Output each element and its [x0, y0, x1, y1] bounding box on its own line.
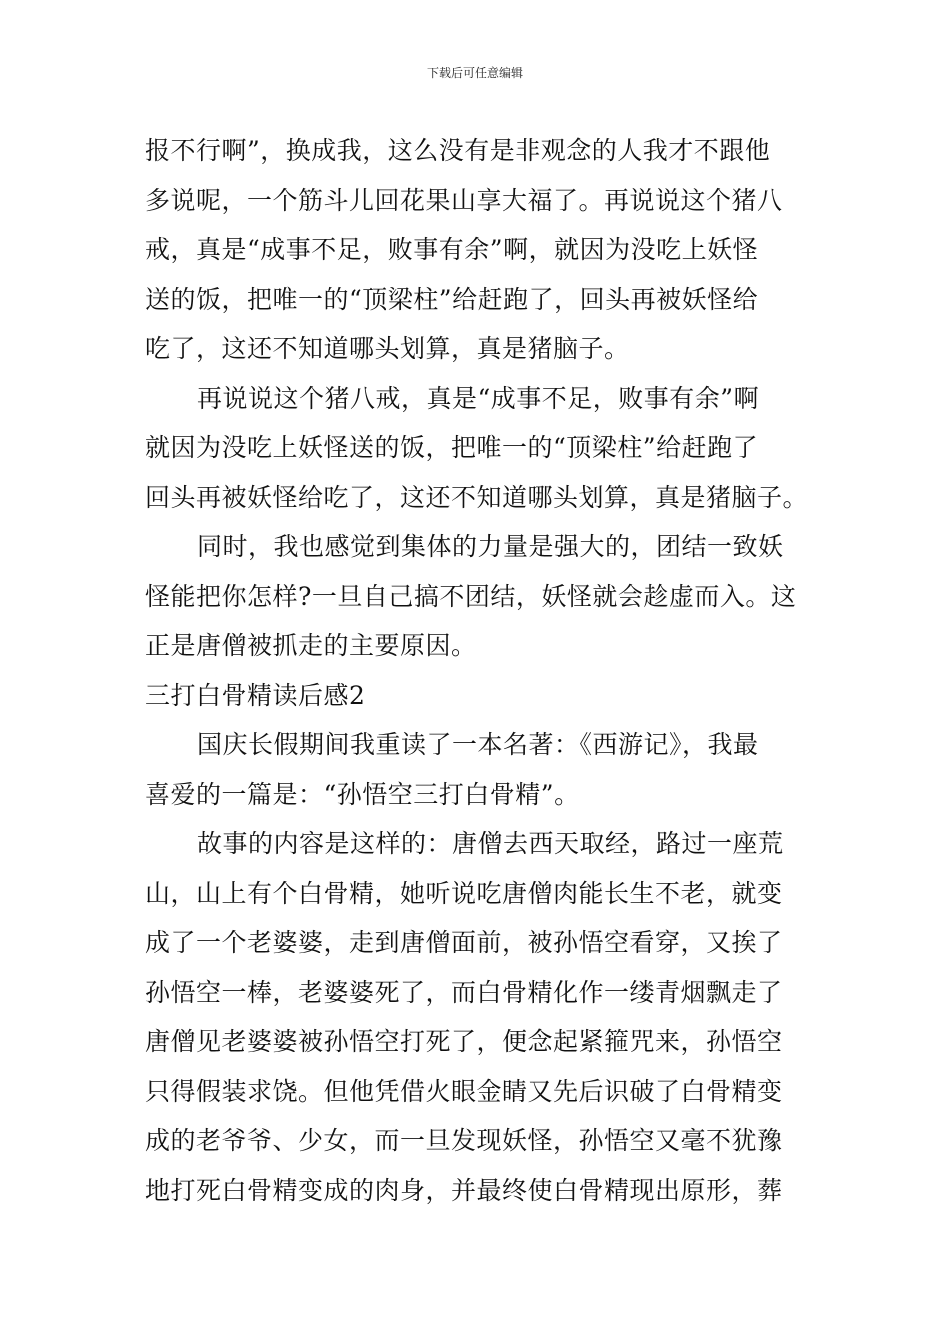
text-line: 成的老爷爷、少女，而一旦发现妖怪，孙悟空又毫不犹豫	[145, 1126, 783, 1155]
text-line: 孙悟空一棒，老婆婆死了，而白骨精化作一缕青烟飘走了	[145, 977, 783, 1007]
text-line: 吃了，这还不知道哪头划算，真是猪脑子。	[145, 334, 630, 363]
text-line: 正是唐僧被抓走的主要原因。	[145, 631, 477, 660]
text-line: 成了一个老婆婆，走到唐僧面前，被孙悟空看穿，又挨了	[145, 928, 783, 957]
text-line: 国庆长假期间我重读了一本名著：《西游记》，我最	[197, 730, 759, 759]
text-line: 山，山上有个白骨精，她听说吃唐僧肉能长生不老，就变	[145, 878, 783, 908]
text-line: 回头再被妖怪给吃了，这还不知道哪头划算，真是猪脑子。	[145, 482, 809, 512]
text-line: 报不行啊”，换成我，这么没有是非观念的人我才不跟他	[145, 136, 771, 165]
text-line: 怪能把你怎样?一旦自己搞不团结，妖怪就会趁虚而入。这	[145, 581, 797, 611]
text-line: 再说说这个猪八戒，真是“成事不足，败事有余”啊	[197, 383, 760, 413]
text-line: 唐僧见老婆婆被孙悟空打死了，便念起紧箍咒来，孙悟空	[145, 1027, 783, 1056]
section-heading: 三打白骨精读后感2	[145, 680, 366, 710]
text-line: 故事的内容是这样的：唐僧去西天取经，路过一座荒	[197, 829, 784, 858]
text-line: 地打死白骨精变成的肉身，并最终使白骨精现出原形，葬	[145, 1175, 783, 1205]
text-line: 就因为没吃上妖怪送的饭，把唯一的“顶梁柱”给赶跑了	[145, 433, 759, 462]
text-line: 只得假装求饶。但他凭借火眼金睛又先后识破了白骨精变	[145, 1076, 783, 1106]
text-line: 戒，真是“成事不足，败事有余”啊，就因为没吃上妖怪	[145, 235, 759, 264]
page-header: 下载后可任意编辑	[426, 66, 523, 80]
text-line: 多说呢，一个筋斗儿回花果山享大福了。再说说这个猪八	[145, 185, 783, 215]
text-line: 喜爱的一篇是：“孙悟空三打白骨精”。	[145, 779, 580, 809]
text-line: 送的饭，把唯一的“顶梁柱”给赶跑了，回头再被妖怪给	[145, 284, 759, 314]
document-body	[145, 126, 807, 1215]
text-line: 同时，我也感觉到集体的力量是强大的，团结一致妖	[197, 532, 784, 561]
